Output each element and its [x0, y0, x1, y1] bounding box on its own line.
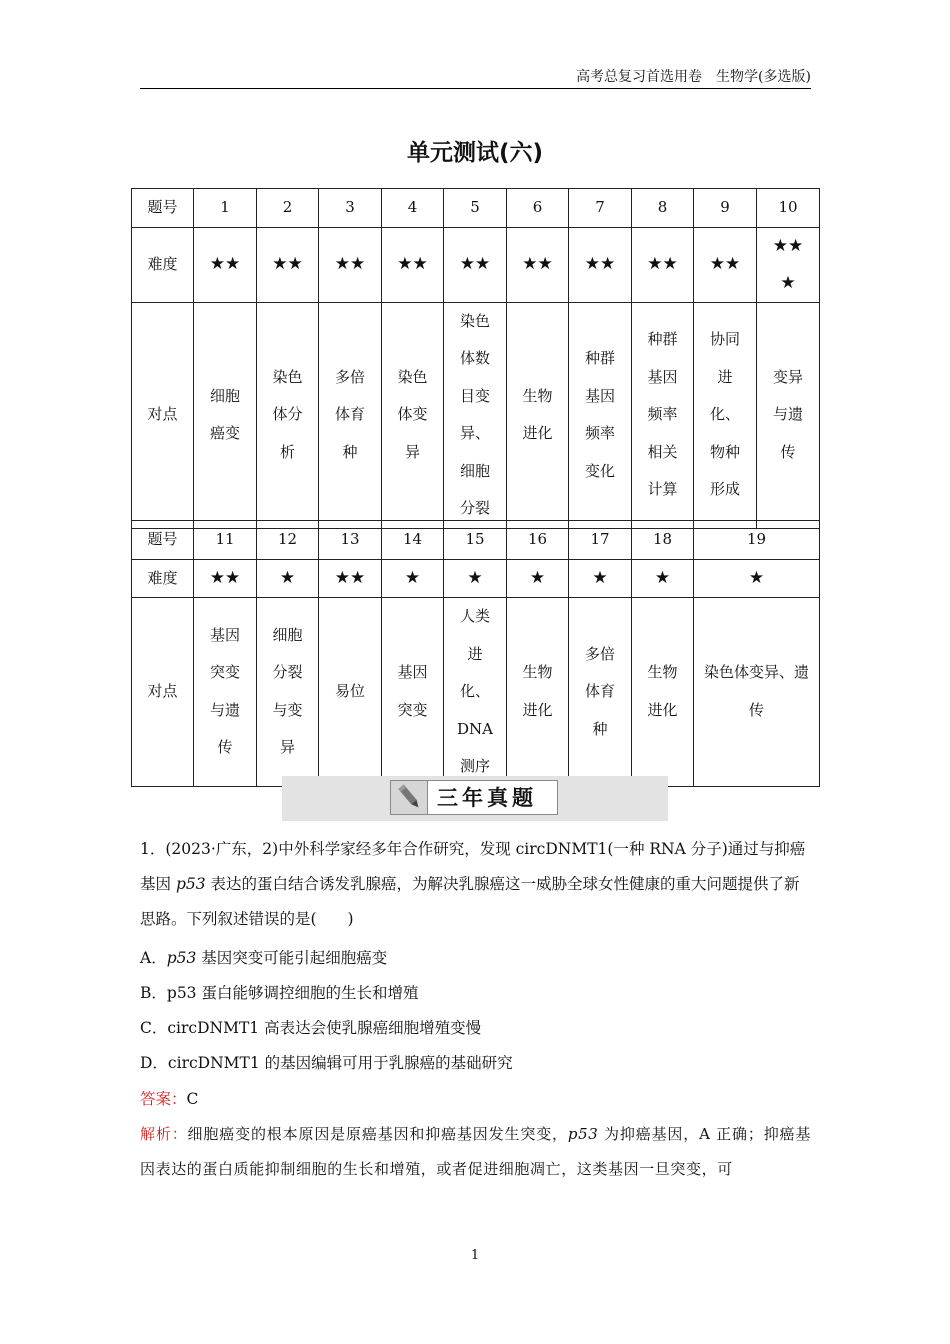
- question-stem: [140, 832, 811, 937]
- topic-cell: 生物进化: [522, 663, 553, 719]
- difficulty-stars: ★★★: [772, 235, 804, 293]
- question-number: 10: [757, 189, 820, 228]
- row-label: 对点: [132, 302, 194, 528]
- gene-name: p53: [166, 949, 197, 967]
- question-number: 12: [257, 521, 319, 560]
- question-number: 17: [569, 521, 632, 560]
- topic-cell: 多倍体育种: [584, 644, 615, 738]
- difficulty-stars: ★★: [444, 227, 507, 302]
- option-c: C．circDNMT1 高表达会使乳腺癌细胞增殖变慢: [140, 1019, 482, 1037]
- analysis-label: 解析：: [140, 1125, 188, 1143]
- question-number: 15: [444, 521, 507, 560]
- question-number: 13: [319, 521, 382, 560]
- gene-name: p53: [175, 875, 206, 893]
- option-a: [140, 941, 811, 976]
- topic-cell: 协同进化、物种形成: [709, 330, 740, 499]
- analysis-text: [140, 1117, 811, 1187]
- topic-cell: 生物进化: [647, 663, 678, 719]
- analysis-suffix: 为抑癌基因，A 正确；抑癌基因表达的蛋白质能抑制细胞的生长和增殖，或者促进细胞凋亡，这类基因一旦突变，可: [140, 1125, 811, 1178]
- question-number: 8: [632, 189, 694, 228]
- difficulty-stars: ★: [444, 559, 507, 598]
- question-number: 11: [194, 521, 257, 560]
- row-label: 难度: [132, 559, 194, 598]
- page-header: 高考总复习首选用卷 生物学(多选版): [140, 68, 811, 89]
- table-row-numbers: [132, 189, 820, 228]
- row-label: 题号: [132, 521, 194, 560]
- topic-cell: 细胞分裂与变异: [272, 625, 303, 757]
- topic-cell: 基因突变与遗传: [209, 625, 240, 757]
- difficulty-stars: ★: [632, 559, 694, 598]
- row-label: 难度: [132, 227, 194, 302]
- question-number: 16: [507, 521, 569, 560]
- question-number: 19: [694, 521, 820, 560]
- table-row-numbers: [132, 521, 820, 560]
- topic-cell: 人类进化、DNA测序: [457, 607, 493, 775]
- answer-line: [140, 1082, 811, 1117]
- topic-cell: 变异与遗传: [772, 367, 803, 461]
- option-d: D．circDNMT1 的基因编辑可用于乳腺癌的基础研究: [140, 1054, 513, 1072]
- difficulty-stars: ★★: [319, 559, 382, 598]
- question-number: 4: [382, 189, 444, 228]
- difficulty-stars: ★★: [319, 227, 382, 302]
- difficulty-stars: ★★: [632, 227, 694, 302]
- gene-name: p53: [567, 1125, 599, 1143]
- table-questions-11-19: [131, 520, 820, 787]
- table-row-difficulty: [132, 227, 820, 302]
- question-number: 18: [632, 521, 694, 560]
- section-banner-box: [390, 780, 558, 815]
- difficulty-stars: ★: [257, 559, 319, 598]
- topic-cell: 染色体变异: [397, 367, 428, 461]
- question-number: 1: [194, 189, 257, 228]
- page-number: 1: [470, 1248, 480, 1263]
- stem-prefix: 1．(2023·广东，2)中外科学家经多年合作研究，发现 circDNMT1(一种 RNA 分子)通过与抑癌基因: [140, 840, 806, 893]
- table-row-difficulty: [132, 559, 820, 598]
- topic-cell: 种群基因频率变化: [584, 349, 615, 480]
- difficulty-stars: ★★: [569, 227, 632, 302]
- difficulty-stars: ★: [382, 559, 444, 598]
- question-number: 9: [694, 189, 757, 228]
- table-row-topics: [132, 598, 820, 787]
- question-number: 2: [257, 189, 319, 228]
- row-label: 题号: [132, 189, 194, 228]
- difficulty-stars: ★: [507, 559, 569, 598]
- question-number: 7: [569, 189, 632, 228]
- table-questions-1-10: [131, 188, 820, 529]
- topic-cell: 生物进化: [522, 386, 553, 442]
- question-number: 3: [319, 189, 382, 228]
- section-banner-title: 三年真题: [437, 786, 537, 810]
- topic-cell: 染色体数目变异、细胞分裂: [459, 311, 490, 517]
- topic-cell: 基因突变: [397, 663, 428, 719]
- question-number: 5: [444, 189, 507, 228]
- difficulty-stars: ★★: [194, 559, 257, 598]
- page-title: 单元测试(六): [406, 140, 544, 166]
- stem-suffix: 表达的蛋白结合诱发乳腺癌，为解决乳腺癌这一威胁全球女性健康的重大问题提供了新思路。下列叙述错误的是( ): [140, 875, 800, 928]
- question-number: 6: [507, 189, 569, 228]
- difficulty-stars: ★★: [382, 227, 444, 302]
- answer-label: 答案：: [140, 1090, 187, 1108]
- table-row-topics: [132, 302, 820, 528]
- option-a-label: A．: [140, 949, 167, 967]
- topic-cell: 细胞癌变: [209, 386, 240, 442]
- difficulty-stars: ★: [694, 559, 820, 598]
- option-b: B．p53 蛋白能够调控细胞的生长和增殖: [140, 984, 419, 1002]
- question-number: 14: [382, 521, 444, 560]
- difficulty-stars: ★: [569, 559, 632, 598]
- option-a-text: 基因突变可能引起细胞癌变: [196, 949, 388, 967]
- difficulty-stars: ★★: [507, 227, 569, 302]
- answer-value: C: [186, 1090, 199, 1108]
- section-banner: [282, 776, 668, 821]
- difficulty-stars: ★★: [694, 227, 757, 302]
- topic-cell: 多倍体育种: [334, 367, 365, 461]
- pencil-icon: [391, 781, 428, 814]
- topic-cell: 种群基因频率相关计算: [647, 330, 678, 499]
- topic-cell: 染色体变异、遗传: [703, 663, 809, 719]
- topic-cell: 染色体分析: [272, 367, 303, 461]
- difficulty-stars: ★★: [257, 227, 319, 302]
- difficulty-stars: ★★: [194, 227, 257, 302]
- analysis-prefix: 细胞癌变的根本原因是原癌基因和抑癌基因发生突变，: [187, 1125, 568, 1143]
- row-label: 对点: [132, 598, 194, 787]
- topic-cell: 易位: [334, 682, 365, 700]
